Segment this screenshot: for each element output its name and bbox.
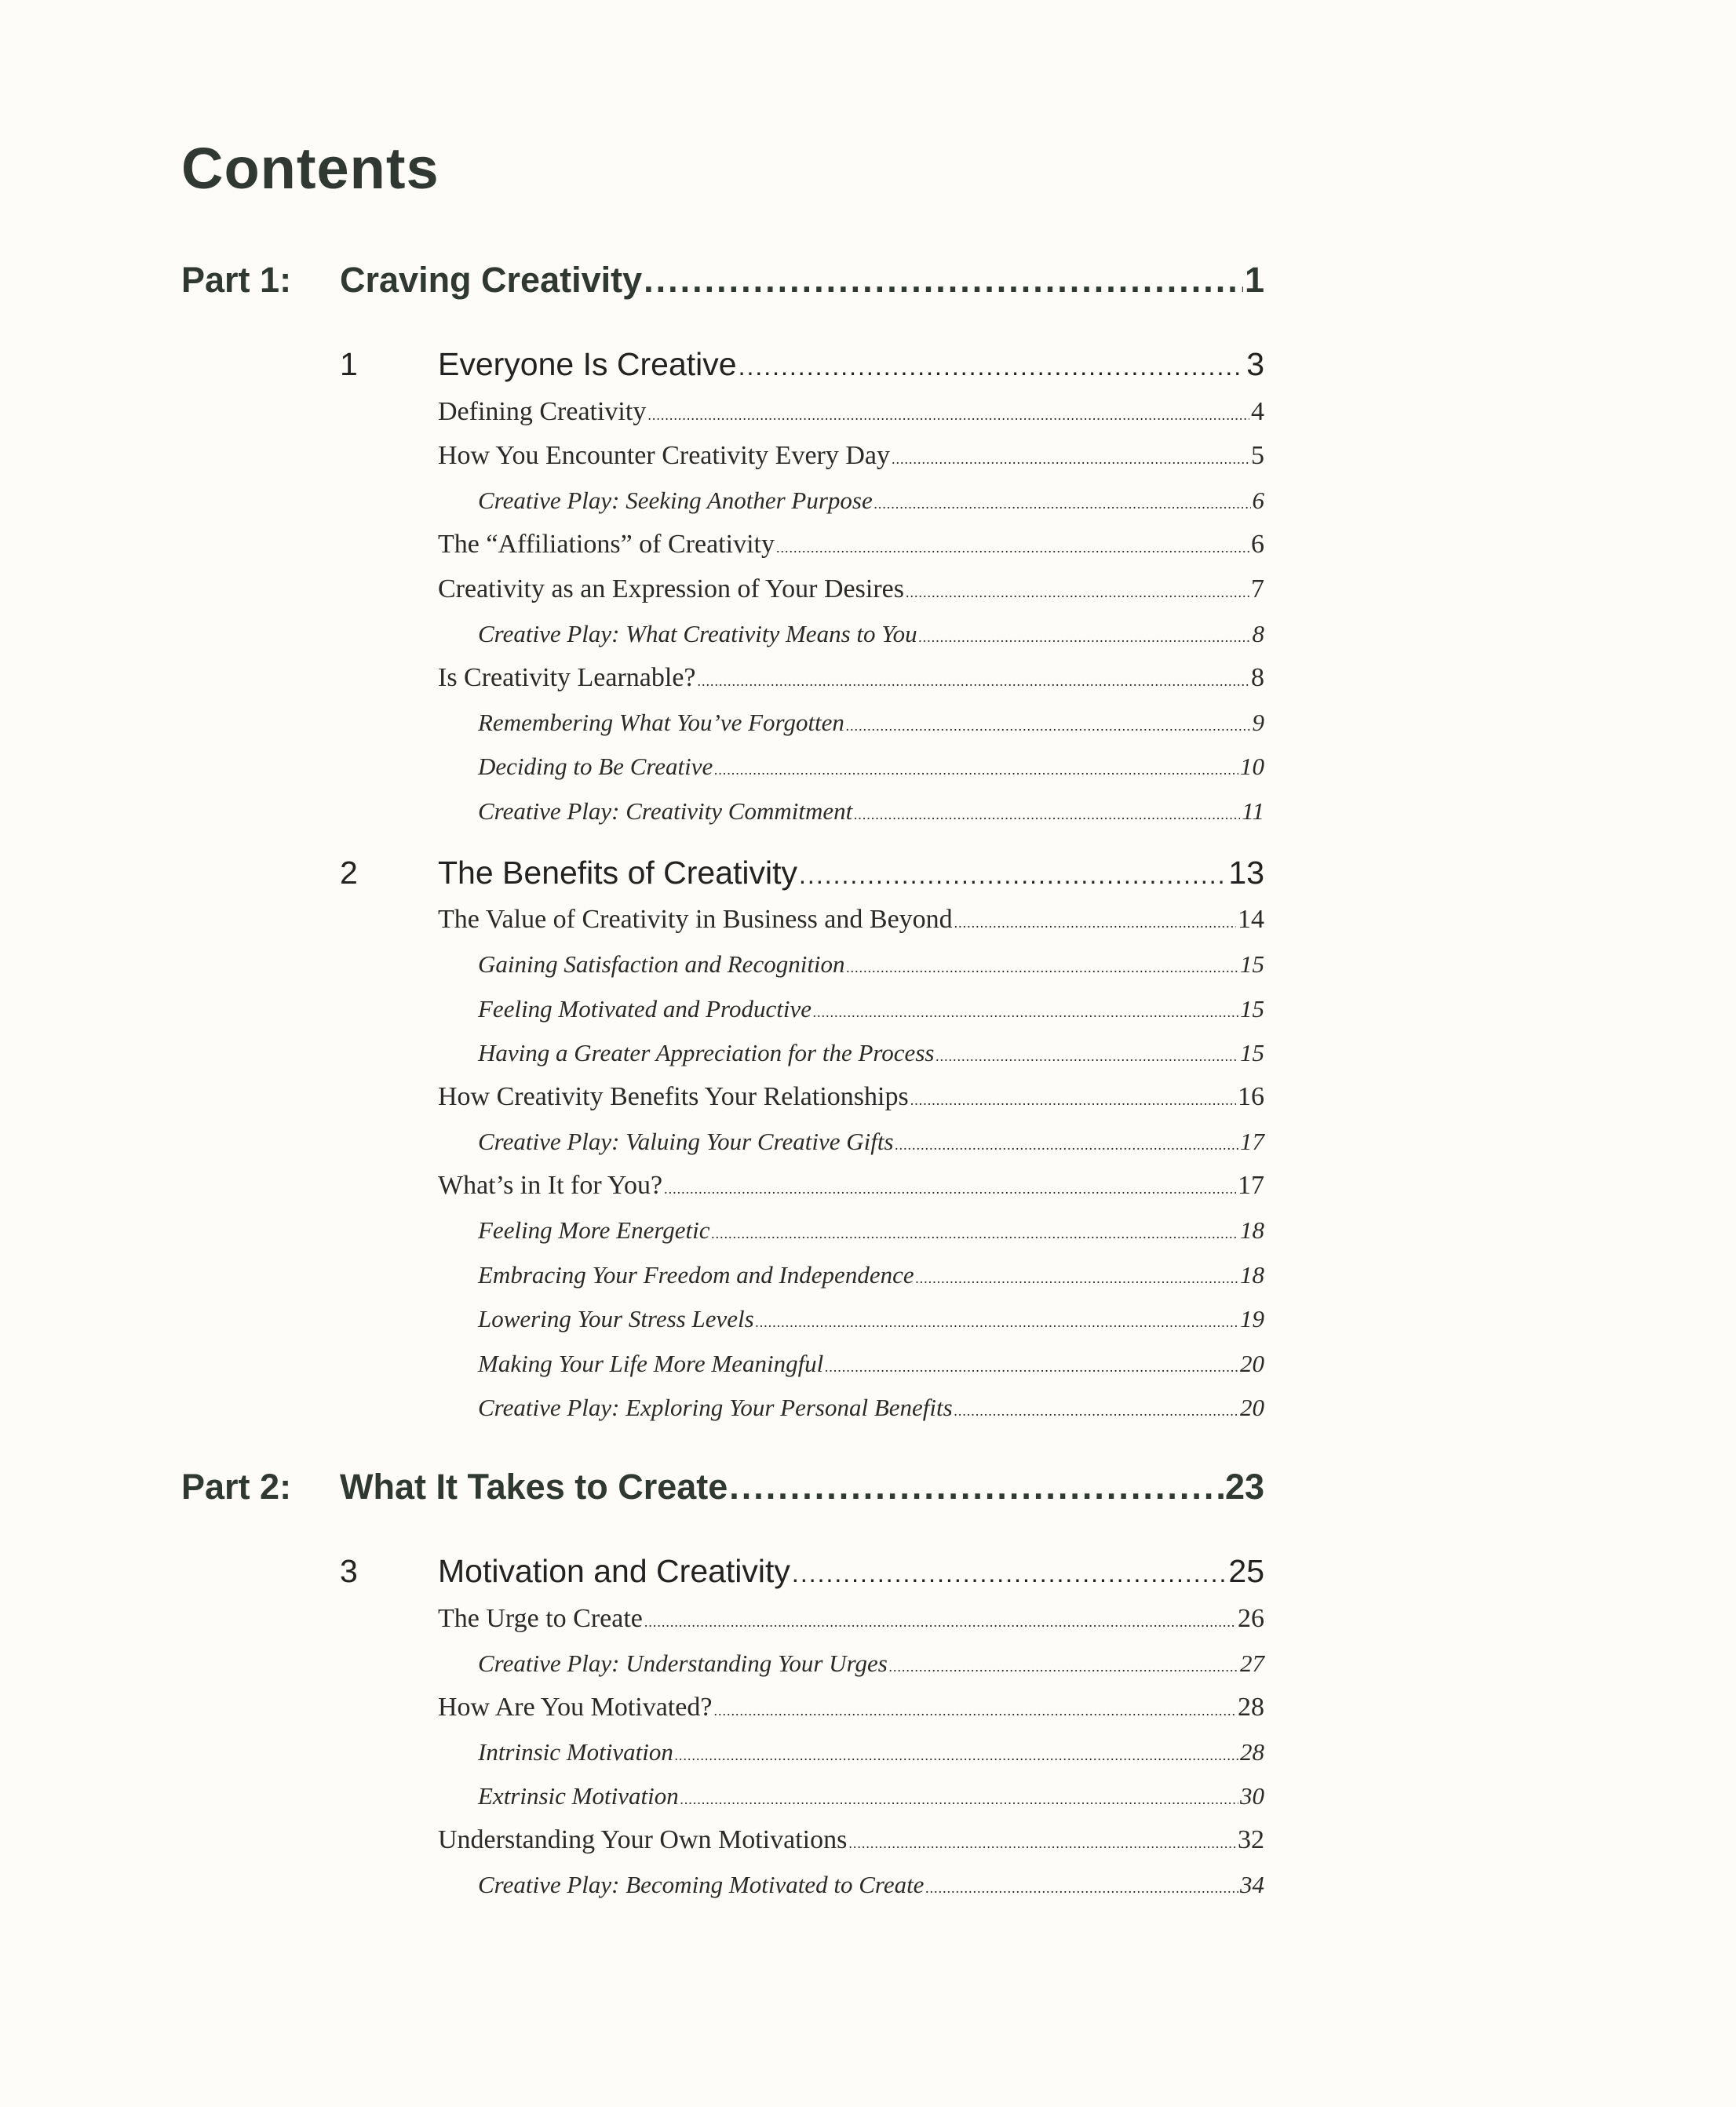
page-number: 25 bbox=[1228, 1553, 1264, 1590]
toc-title: The Benefits of Creativity bbox=[438, 854, 798, 891]
toc-entry[interactable] bbox=[438, 1082, 1264, 1112]
toc-title: What’s in It for You? bbox=[438, 1171, 663, 1201]
dot-leader bbox=[799, 855, 1227, 891]
toc-subentry[interactable] bbox=[478, 797, 1264, 826]
toc-title: How Are You Motivated? bbox=[438, 1692, 713, 1722]
dot-leader bbox=[756, 1314, 1238, 1331]
page-title: Contents bbox=[181, 136, 439, 201]
page-number: 27 bbox=[1240, 1649, 1264, 1677]
toc-part[interactable] bbox=[181, 260, 1264, 301]
page-number: 6 bbox=[1251, 530, 1264, 560]
toc-title: Extrinsic Motivation bbox=[478, 1782, 679, 1810]
toc-title: Creative Play: Becoming Motivated to Create bbox=[478, 1871, 925, 1899]
toc-entry[interactable] bbox=[438, 397, 1264, 427]
toc-subentry[interactable] bbox=[478, 709, 1264, 737]
dot-leader bbox=[739, 346, 1245, 383]
page-number: 9 bbox=[1252, 708, 1264, 736]
toc-title: Creative Play: Creativity Commitment bbox=[478, 797, 853, 825]
toc-subentry[interactable] bbox=[478, 1216, 1264, 1245]
page-number: 16 bbox=[1238, 1082, 1264, 1112]
toc-entry[interactable] bbox=[438, 663, 1264, 693]
toc-entry[interactable] bbox=[438, 530, 1264, 560]
dot-leader bbox=[680, 1792, 1238, 1808]
page-number: 18 bbox=[1240, 1216, 1264, 1245]
page-number: 3 bbox=[1246, 346, 1264, 383]
dot-leader bbox=[854, 807, 1240, 823]
chapter-number: 3 bbox=[340, 1553, 358, 1590]
chapter-number: 1 bbox=[340, 346, 358, 383]
toc-subentry[interactable] bbox=[478, 753, 1264, 781]
toc-entry[interactable] bbox=[438, 1171, 1264, 1201]
toc-title: Feeling Motivated and Productive bbox=[478, 994, 811, 1023]
toc-subentry[interactable] bbox=[478, 1039, 1264, 1067]
page-number: 32 bbox=[1238, 1825, 1264, 1855]
dot-leader bbox=[644, 1614, 1236, 1631]
toc-title: Motivation and Creativity bbox=[438, 1553, 790, 1590]
dot-leader bbox=[892, 451, 1249, 468]
toc-title: The Value of Creativity in Business and Beyond bbox=[438, 905, 953, 935]
toc-entry[interactable] bbox=[438, 574, 1264, 604]
page-number: 11 bbox=[1242, 797, 1264, 825]
page-number: 6 bbox=[1252, 487, 1264, 515]
dot-leader bbox=[874, 496, 1251, 512]
page-number: 20 bbox=[1240, 1349, 1264, 1377]
chapter-number: 2 bbox=[340, 854, 358, 891]
dot-leader bbox=[647, 407, 1249, 424]
toc-chapter[interactable] bbox=[340, 855, 1264, 891]
dot-leader bbox=[813, 1004, 1238, 1021]
page-number: 28 bbox=[1240, 1737, 1264, 1766]
dot-leader bbox=[910, 1092, 1236, 1109]
dot-leader bbox=[895, 1137, 1238, 1154]
toc-title: Creative Play: Valuing Your Creative Gifts bbox=[478, 1128, 894, 1156]
toc-chapter[interactable] bbox=[340, 1553, 1264, 1590]
toc-title: Craving Creativity bbox=[340, 260, 643, 300]
toc-subentry[interactable] bbox=[478, 1261, 1264, 1289]
page-number: 10 bbox=[1240, 753, 1264, 781]
page-number: 19 bbox=[1240, 1305, 1264, 1333]
page-number: 28 bbox=[1238, 1692, 1264, 1722]
toc-title: The Urge to Create bbox=[438, 1603, 643, 1633]
page-number: 15 bbox=[1240, 994, 1264, 1023]
toc-subentry[interactable] bbox=[478, 995, 1264, 1023]
toc-title: Feeling More Energetic bbox=[478, 1216, 710, 1245]
toc-entry[interactable] bbox=[438, 1604, 1264, 1634]
toc-title: Defining Creativity bbox=[438, 396, 647, 426]
dot-leader bbox=[713, 1703, 1236, 1719]
part-label: Part 1: bbox=[181, 260, 292, 300]
toc-chapter[interactable] bbox=[340, 346, 1264, 383]
toc-subentry[interactable] bbox=[478, 1738, 1264, 1766]
dot-leader bbox=[664, 1181, 1236, 1197]
toc-title: Creativity as an Expression of Your Desires bbox=[438, 574, 904, 603]
dot-leader bbox=[889, 1659, 1238, 1675]
page-number: 5 bbox=[1251, 441, 1264, 471]
page-number: 15 bbox=[1240, 950, 1264, 979]
page-number: 1 bbox=[1244, 260, 1264, 300]
toc-title: Understanding Your Own Motivations bbox=[438, 1825, 848, 1855]
toc-subentry[interactable] bbox=[478, 1650, 1264, 1678]
dot-leader bbox=[906, 585, 1249, 601]
part-label: Part 2: bbox=[181, 1467, 292, 1507]
toc-subentry[interactable] bbox=[478, 1782, 1264, 1810]
toc-entry[interactable] bbox=[438, 1693, 1264, 1722]
dot-leader bbox=[847, 960, 1238, 976]
toc-title: Creative Play: Exploring Your Personal Benefits bbox=[478, 1394, 953, 1422]
page-number: 8 bbox=[1251, 662, 1264, 692]
toc-title: How You Encounter Creativity Every Day bbox=[438, 441, 891, 471]
dot-leader bbox=[675, 1748, 1238, 1764]
toc-title: Having a Greater Appreciation for the Process bbox=[478, 1039, 935, 1067]
toc-entry[interactable] bbox=[438, 441, 1264, 471]
toc-title: Is Creativity Learnable? bbox=[438, 662, 696, 692]
toc-subentry[interactable] bbox=[478, 950, 1264, 979]
toc-subentry[interactable] bbox=[478, 1871, 1264, 1899]
page-number: 15 bbox=[1240, 1039, 1264, 1067]
toc-title: Gaining Satisfaction and Recognition bbox=[478, 950, 845, 979]
toc-title: The “Affiliations” of Creativity bbox=[438, 530, 775, 560]
toc-part[interactable] bbox=[181, 1467, 1264, 1507]
dot-leader bbox=[916, 1270, 1238, 1287]
page-number: 17 bbox=[1238, 1171, 1264, 1201]
page-number: 13 bbox=[1228, 854, 1264, 891]
dot-leader bbox=[954, 1403, 1238, 1420]
page-number: 7 bbox=[1251, 574, 1264, 603]
toc-subentry[interactable] bbox=[478, 1394, 1264, 1422]
toc-title: What It Takes to Create bbox=[340, 1467, 728, 1507]
toc-subentry[interactable] bbox=[478, 1305, 1264, 1333]
dot-leader bbox=[935, 1048, 1238, 1065]
toc-title: Creative Play: Seeking Another Purpose bbox=[478, 487, 873, 515]
dot-leader bbox=[848, 1835, 1236, 1852]
dot-leader bbox=[729, 1467, 1224, 1507]
page-number: 8 bbox=[1252, 619, 1264, 647]
toc-title: Making Your Life More Meaningful bbox=[478, 1349, 824, 1377]
dot-leader bbox=[644, 260, 1243, 301]
toc-title: How Creativity Benefits Your Relationships bbox=[438, 1082, 909, 1112]
page-number: 20 bbox=[1240, 1394, 1264, 1422]
dot-leader bbox=[846, 718, 1251, 735]
page-number: 4 bbox=[1251, 396, 1264, 426]
dot-leader bbox=[954, 915, 1236, 931]
page-number: 17 bbox=[1240, 1128, 1264, 1156]
toc-title: Intrinsic Motivation bbox=[478, 1737, 673, 1766]
toc-title: Deciding to Be Creative bbox=[478, 753, 713, 781]
toc-entry[interactable] bbox=[438, 1825, 1264, 1855]
toc-title: Creative Play: Understanding Your Urges bbox=[478, 1649, 888, 1677]
page-number: 18 bbox=[1240, 1260, 1264, 1289]
toc-title: Creative Play: What Creativity Means to You bbox=[478, 619, 917, 647]
toc-subentry[interactable] bbox=[478, 1350, 1264, 1378]
toc-title: Everyone Is Creative bbox=[438, 346, 737, 383]
toc-title: Remembering What You’ve Forgotten bbox=[478, 708, 844, 736]
page-number: 26 bbox=[1238, 1603, 1264, 1633]
dot-leader bbox=[776, 540, 1249, 556]
toc-title: Lowering Your Stress Levels bbox=[478, 1305, 754, 1333]
toc-title: Embracing Your Freedom and Independence bbox=[478, 1260, 914, 1289]
page-number: 14 bbox=[1238, 905, 1264, 935]
toc-subentry[interactable] bbox=[478, 1128, 1264, 1156]
toc-entry[interactable] bbox=[438, 905, 1264, 935]
page-number: 34 bbox=[1240, 1871, 1264, 1899]
page-number: 30 bbox=[1240, 1782, 1264, 1810]
dot-leader bbox=[698, 673, 1249, 690]
dot-leader bbox=[825, 1359, 1238, 1376]
dot-leader bbox=[792, 1553, 1227, 1590]
toc-subentry[interactable] bbox=[478, 487, 1264, 515]
dot-leader bbox=[925, 1880, 1238, 1897]
dot-leader bbox=[714, 762, 1238, 778]
page-number: 23 bbox=[1224, 1467, 1264, 1507]
toc-subentry[interactable] bbox=[478, 620, 1264, 648]
dot-leader bbox=[712, 1226, 1238, 1242]
dot-leader bbox=[919, 629, 1251, 646]
